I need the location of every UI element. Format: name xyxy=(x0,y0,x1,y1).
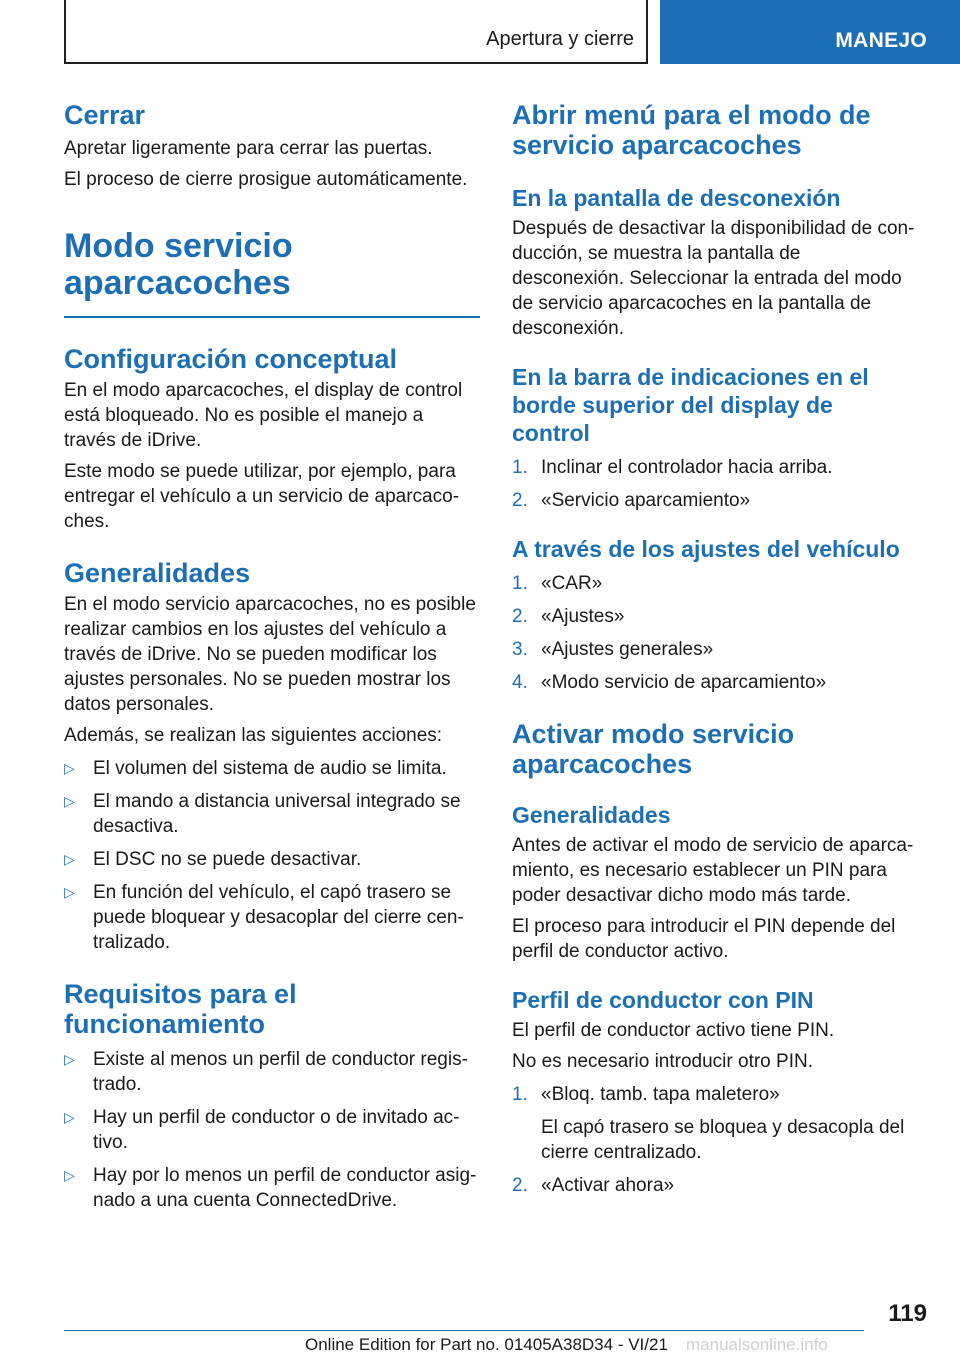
config-paragraph-1: En el modo aparcacoches, el display de control está bloqueado. No es posible el manejo a través de iDrive. xyxy=(64,380,463,451)
config-paragraph-2: Este modo se puede utilizar, por ejemplo, para entregar el vehículo a un servicio de aparcacoches. xyxy=(64,461,460,532)
header-section-title: Apertura y cierre xyxy=(486,28,634,50)
triangle-bullet-icon: ▷ xyxy=(64,1167,75,1183)
general-paragraph-2: Además, se realizan las siguientes acciones: xyxy=(64,725,443,746)
requisitos-list xyxy=(64,1047,480,1213)
header-chapter-label: MANEJO xyxy=(835,29,927,52)
chapter-title-line-1: Modo servicio xyxy=(64,227,293,265)
list-item: 1. «CAR» xyxy=(512,573,603,594)
heading-ajustes-vehiculo: A través de los ajustes del vehículo xyxy=(512,536,900,562)
heading-barra-indicaciones: En la barra de indicaciones en el borde superior del display de control xyxy=(512,364,869,446)
footer-rule xyxy=(64,1330,864,1331)
pantalla-paragraph: Después de desactivar la disponibilidad de conducción, se muestra la pantalla de desconexión. Seleccionar la entrada del modo de servicio aparcacoches en la pantalla de desconexión. xyxy=(512,218,915,339)
heading-configuracion: Configuración conceptual xyxy=(64,344,398,374)
perfil-paragraph-2: No es necesario introducir otro PIN. xyxy=(512,1051,813,1072)
heading-pantalla-desconexion: En la pantalla de desconexión xyxy=(512,185,841,211)
list-item: 1. «Bloq. tamb. tapa maletero» El capó trasero se bloquea y desacopla del cierre centralizado. xyxy=(512,1084,905,1163)
chapter-title-line-2: aparcacoches xyxy=(64,264,291,302)
perfil-paragraph-1: El perfil de conductor activo tiene PIN. xyxy=(512,1020,835,1041)
heading-generalidades-activar: Generalidades xyxy=(512,802,671,828)
chapter-title xyxy=(64,228,480,302)
cerrar-paragraph-2: El proceso de cierre prosigue automáticamente. xyxy=(64,169,468,190)
left-column xyxy=(64,100,480,1213)
triangle-bullet-icon: ▷ xyxy=(64,793,75,809)
list-item: 3. «Ajustes generales» xyxy=(512,639,714,660)
header-section-box xyxy=(64,0,648,64)
heading-activar-modo: Activar modo servicio aparcacoches xyxy=(512,719,795,779)
list-item: ▷ Hay por lo menos un perfil de conductor asignado a una cuenta ConnectedDrive. xyxy=(64,1165,477,1211)
triangle-bullet-icon: ▷ xyxy=(64,884,75,900)
list-item: 2. «Activar ahora» xyxy=(512,1175,675,1196)
triangle-bullet-icon: ▷ xyxy=(64,851,75,867)
list-item: 4. «Modo servicio de aparcamiento» xyxy=(512,672,827,693)
general-paragraph-1: En el modo servicio aparcacoches, no es posible realizar cambios en los ajustes del vehículo a través de iDrive. No se pueden modificar los ajustes personales. No se pueden mostrar los datos personales. xyxy=(64,594,476,715)
triangle-bullet-icon: ▷ xyxy=(64,1109,75,1125)
heading-abrir-menu: Abrir menú para el modo de servicio aparcacoches xyxy=(512,100,871,160)
list-item: ▷ El volumen del sistema de audio se limita. xyxy=(64,758,447,779)
list-item: 2. «Servicio aparcamiento» xyxy=(512,490,751,511)
list-item: 2. «Ajustes» xyxy=(512,606,625,627)
list-item: ▷ El mando a distancia universal integrado se desactiva. xyxy=(64,791,461,837)
list-item: ▷ Hay un perfil de conductor o de invitado activo. xyxy=(64,1107,460,1153)
page-number: 119 xyxy=(888,1300,927,1327)
list-item: ▷ El DSC no se puede desactivar. xyxy=(64,849,362,870)
triangle-bullet-icon: ▷ xyxy=(64,760,75,776)
heading-requisitos: Requisitos para el funcionamiento xyxy=(64,979,297,1039)
cerrar-paragraph-1: Apretar ligeramente para cerrar las puertas. xyxy=(64,138,433,159)
footer-watermark: manualsonline.info xyxy=(686,1335,828,1354)
heading-perfil-pin: Perfil de conductor con PIN xyxy=(512,987,814,1013)
general-actions-list xyxy=(64,756,480,955)
triangle-bullet-icon: ▷ xyxy=(64,1051,75,1067)
heading-cerrar: Cerrar xyxy=(64,100,146,130)
ajustes-steps-list xyxy=(512,571,916,695)
activar-paragraph-2: El proceso para introducir el PIN depende del perfil de conductor activo. xyxy=(512,916,896,962)
barra-steps-list xyxy=(512,455,916,513)
heading-generalidades: Generalidades xyxy=(64,558,251,588)
right-column xyxy=(512,100,916,1198)
activar-paragraph-1: Antes de activar el modo de servicio de aparcamiento, es necesario establecer un PIN para poder desactivar dicho modo más tarde. xyxy=(512,835,914,906)
header-chapter-tab xyxy=(660,0,960,64)
perfil-steps-list xyxy=(512,1082,916,1198)
list-item: ▷ Existe al menos un perfil de conductor registrado. xyxy=(64,1049,468,1095)
list-item: 1. Inclinar el controlador hacia arriba. xyxy=(512,457,833,478)
list-item: ▷ En función del vehículo, el capó trasero se puede bloquear y desacoplar del cierre centralizado. xyxy=(64,882,464,953)
footer-edition-text: Online Edition for Part no. 01405A38D34 - VI/21 xyxy=(305,1335,668,1354)
